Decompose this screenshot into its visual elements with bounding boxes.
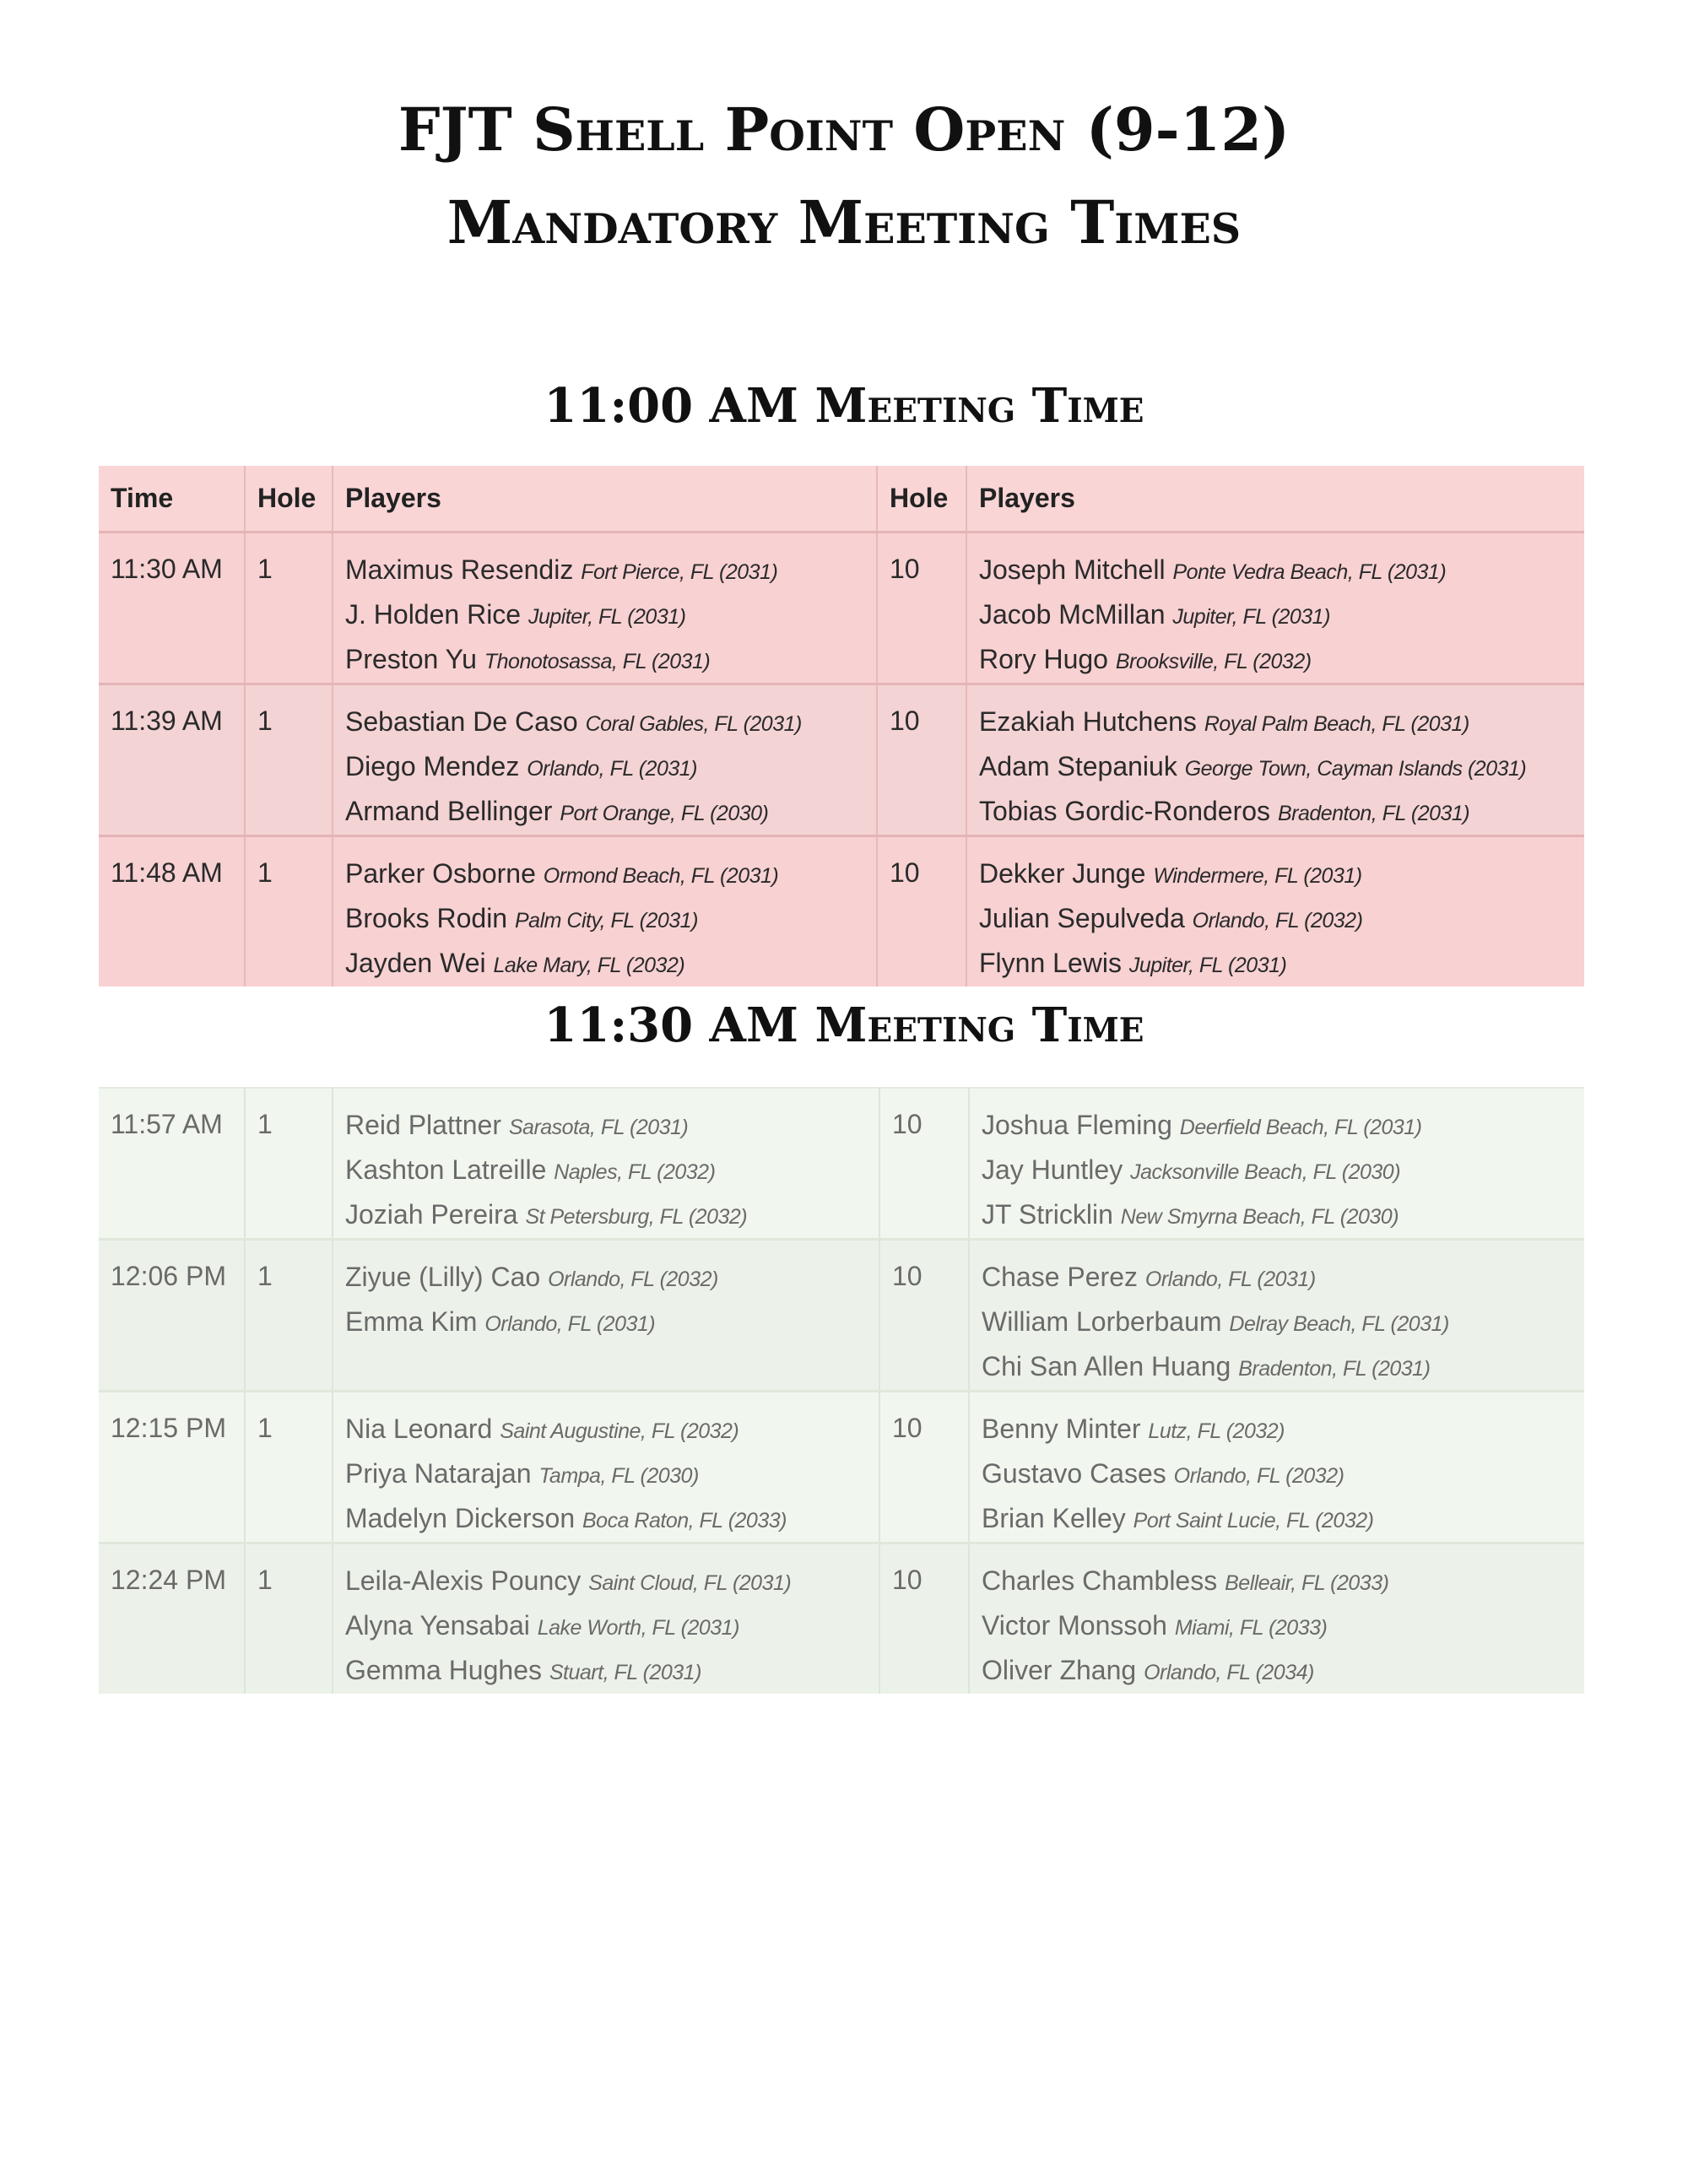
player-location: Belleair, FL (2033) — [1225, 1571, 1389, 1595]
player-location: Orlando, FL (2032) — [1192, 908, 1363, 933]
player-location: Jupiter, FL (2031) — [1172, 604, 1330, 629]
player-location: Ponte Vedra Beach, FL (2031) — [1172, 560, 1447, 584]
tee-times-body — [99, 532, 1584, 987]
player-location: Boca Raton, FL (2033) — [582, 1509, 787, 1533]
players-group — [333, 532, 877, 684]
player-name: Gemma Hughes — [345, 1655, 542, 1685]
header-time: Time — [99, 466, 245, 532]
players-group — [333, 684, 877, 835]
players-group — [333, 1088, 879, 1240]
player-name: Tobias Gordic-Ronderos — [979, 795, 1271, 826]
player-entry — [345, 897, 876, 942]
player-name: Ziyue (Lilly) Cao — [345, 1262, 541, 1292]
player-name: Julian Sepulveda — [979, 902, 1185, 933]
tee-time: 11:39 AM — [99, 684, 245, 835]
player-entry — [982, 1604, 1584, 1649]
player-entry — [982, 1452, 1584, 1497]
players-group — [969, 1543, 1584, 1695]
hole-number: 10 — [877, 835, 966, 987]
player-name: Flynn Lewis — [979, 947, 1122, 978]
player-location: Port Saint Lucie, FL (2032) — [1133, 1509, 1374, 1533]
player-location: Windermere, FL (2031) — [1153, 863, 1362, 888]
players-group — [969, 1240, 1584, 1392]
player-name: Adam Stepaniuk — [979, 750, 1177, 781]
player-location: Deerfield Beach, FL (2031) — [1179, 1116, 1422, 1139]
player-name: Victor Monssoh — [982, 1610, 1167, 1641]
players-group — [966, 835, 1584, 987]
player-name: Kashton Latreille — [345, 1154, 547, 1185]
player-name: Brooks Rodin — [345, 902, 508, 933]
player-entry — [979, 700, 1584, 745]
player-location: Jupiter, FL (2031) — [1128, 953, 1287, 977]
tee-times-body — [99, 1088, 1584, 1694]
player-entry — [979, 745, 1584, 790]
player-location: Ormond Beach, FL (2031) — [543, 863, 779, 888]
players-group — [333, 1240, 879, 1392]
player-entry — [345, 1256, 879, 1300]
player-name: Parker Osborne — [345, 857, 536, 889]
player-name: Joseph Mitchell — [979, 554, 1166, 585]
player-name: Dekker Junge — [979, 857, 1146, 889]
player-entry — [345, 942, 876, 987]
player-location: Jupiter, FL (2031) — [528, 604, 686, 629]
page-subtitle: Mandatory Meeting Times — [446, 187, 1242, 257]
player-entry — [345, 790, 876, 835]
player-name: Joshua Fleming — [982, 1110, 1172, 1140]
player-entry — [982, 1193, 1584, 1238]
hole-number: 1 — [245, 1543, 333, 1695]
table-row — [99, 1240, 1584, 1392]
player-location: St Petersburg, FL (2032) — [525, 1205, 748, 1229]
tee-times-table — [99, 1087, 1584, 1694]
table-header-row — [99, 466, 1584, 532]
hole-number: 1 — [245, 532, 333, 684]
player-entry — [345, 1149, 879, 1193]
player-location: Orlando, FL (2031) — [484, 1312, 656, 1336]
player-location: Port Orange, FL (2030) — [560, 801, 769, 825]
player-entry — [345, 1497, 879, 1542]
tee-time: 11:48 AM — [99, 835, 245, 987]
player-name: Nia Leonard — [345, 1414, 493, 1444]
player-name: Gustavo Cases — [982, 1458, 1166, 1489]
player-location: Brooksville, FL (2032) — [1115, 649, 1312, 673]
player-entry — [345, 745, 876, 790]
player-location: Orlando, FL (2032) — [1173, 1464, 1344, 1488]
player-name: Jayden Wei — [345, 947, 486, 978]
player-entry — [345, 1560, 879, 1604]
tee-time: 12:24 PM — [99, 1543, 245, 1695]
player-name: Joziah Pereira — [345, 1199, 518, 1230]
hole-number: 10 — [879, 1392, 969, 1543]
player-name: Ezakiah Hutchens — [979, 705, 1197, 737]
player-name: Armand Bellinger — [345, 795, 553, 826]
tee-times-table — [99, 466, 1584, 987]
player-location: Orlando, FL (2032) — [548, 1268, 718, 1291]
players-group — [969, 1088, 1584, 1240]
player-name: Jay Huntley — [982, 1154, 1123, 1185]
player-entry — [979, 942, 1584, 987]
players-group — [966, 684, 1584, 835]
player-name: Jacob McMillan — [979, 598, 1166, 630]
player-name: Alyna Yensabai — [345, 1610, 530, 1641]
player-location: Royal Palm Beach, FL (2031) — [1204, 711, 1469, 736]
table-row — [99, 1392, 1584, 1543]
player-name: Sebastian De Caso — [345, 705, 578, 737]
page-title: FJT Shell Point Open (9-12) — [398, 95, 1290, 165]
players-group — [966, 532, 1584, 684]
player-location: Bradenton, FL (2031) — [1277, 801, 1470, 825]
player-entry — [979, 852, 1584, 897]
player-entry — [345, 1649, 879, 1694]
player-location: Naples, FL (2032) — [554, 1160, 716, 1184]
player-location: Bradenton, FL (2031) — [1238, 1357, 1431, 1381]
players-group — [969, 1392, 1584, 1543]
hole-number: 10 — [877, 684, 966, 835]
player-location: Miami, FL (2033) — [1174, 1616, 1328, 1640]
player-name: Oliver Zhang — [982, 1655, 1137, 1685]
player-location: Lake Mary, FL (2032) — [493, 953, 685, 977]
player-entry — [345, 1604, 879, 1649]
player-name: Preston Yu — [345, 643, 477, 674]
player-entry — [345, 852, 876, 897]
player-entry — [979, 897, 1584, 942]
player-name: Emma Kim — [345, 1306, 478, 1337]
player-entry — [345, 700, 876, 745]
hole-number: 1 — [245, 1392, 333, 1543]
table-row — [99, 684, 1584, 835]
player-location: New Smyrna Beach, FL (2030) — [1120, 1205, 1399, 1229]
hole-number: 1 — [245, 1088, 333, 1240]
player-entry — [345, 1104, 879, 1149]
player-entry — [345, 1300, 879, 1345]
player-name: Priya Natarajan — [345, 1458, 532, 1489]
header-players: Players — [333, 466, 877, 532]
tee-time: 11:57 AM — [99, 1088, 245, 1240]
player-entry — [982, 1149, 1584, 1193]
player-entry — [979, 638, 1584, 683]
player-entry — [979, 790, 1584, 835]
player-location: Fort Pierce, FL (2031) — [581, 560, 778, 584]
player-name: Diego Mendez — [345, 750, 520, 781]
section-title: 11:30 AM Meeting Time — [544, 997, 1144, 1053]
player-location: Stuart, FL (2031) — [549, 1661, 701, 1684]
player-entry — [345, 549, 876, 593]
player-location: Delray Beach, FL (2031) — [1229, 1312, 1449, 1336]
player-location: Jacksonville Beach, FL (2030) — [1130, 1160, 1401, 1184]
player-entry — [979, 593, 1584, 638]
player-entry — [982, 1560, 1584, 1604]
player-location: Coral Gables, FL (2031) — [585, 711, 802, 736]
player-name: Chi San Allen Huang — [982, 1351, 1231, 1381]
player-location: Thonotosassa, FL (2031) — [484, 649, 711, 673]
hole-number: 10 — [879, 1240, 969, 1392]
table-row — [99, 1088, 1584, 1240]
player-entry — [982, 1649, 1584, 1694]
player-name: Leila-Alexis Pouncy — [345, 1565, 582, 1596]
player-entry — [345, 593, 876, 638]
player-entry — [979, 549, 1584, 593]
player-name: Benny Minter — [982, 1414, 1141, 1444]
player-location: George Town, Cayman Islands (2031) — [1184, 756, 1527, 781]
player-name: William Lorberbaum — [982, 1306, 1222, 1337]
player-location: Palm City, FL (2031) — [514, 908, 698, 933]
player-name: J. Holden Rice — [345, 598, 522, 630]
hole-number: 10 — [879, 1543, 969, 1695]
header-players: Players — [979, 482, 1075, 513]
player-name: JT Stricklin — [982, 1199, 1113, 1230]
table-row — [99, 1543, 1584, 1695]
player-entry — [982, 1104, 1584, 1149]
player-entry — [982, 1497, 1584, 1542]
hole-number: 10 — [879, 1088, 969, 1240]
player-location: Lutz, FL (2032) — [1148, 1419, 1285, 1443]
player-entry — [345, 1408, 879, 1452]
player-entry — [982, 1256, 1584, 1300]
player-name: Rory Hugo — [979, 643, 1108, 674]
table-row — [99, 532, 1584, 684]
tee-time: 11:30 AM — [99, 532, 245, 684]
player-location: Tampa, FL (2030) — [538, 1464, 699, 1488]
hole-number: 1 — [245, 1240, 333, 1392]
player-entry — [345, 638, 876, 683]
hole-number: 1 — [245, 684, 333, 835]
player-name: Charles Chambless — [982, 1565, 1218, 1596]
header-hole: Hole — [245, 466, 333, 532]
player-name: Reid Plattner — [345, 1110, 501, 1140]
header-hole: Hole — [877, 466, 966, 532]
players-group — [333, 835, 877, 987]
tee-time: 12:06 PM — [99, 1240, 245, 1392]
player-name: Chase Perez — [982, 1262, 1138, 1292]
table-row — [99, 835, 1584, 987]
player-name: Madelyn Dickerson — [345, 1503, 576, 1533]
player-location: Saint Augustine, FL (2032) — [500, 1419, 739, 1443]
players-group — [333, 1392, 879, 1543]
player-name: Brian Kelley — [982, 1503, 1126, 1533]
player-location: Orlando, FL (2031) — [1144, 1268, 1316, 1291]
player-location: Sarasota, FL (2031) — [508, 1116, 689, 1139]
player-name: Maximus Resendiz — [345, 554, 574, 585]
hole-number: 1 — [245, 835, 333, 987]
player-entry — [982, 1345, 1584, 1390]
player-entry — [345, 1193, 879, 1238]
players-group — [333, 1543, 879, 1695]
player-location: Lake Worth, FL (2031) — [537, 1616, 739, 1640]
hole-number: 10 — [877, 532, 966, 684]
player-entry — [982, 1408, 1584, 1452]
player-entry — [982, 1300, 1584, 1345]
section-title: 11:00 AM Meeting Time — [544, 378, 1144, 434]
player-location: Saint Cloud, FL (2031) — [588, 1571, 792, 1595]
player-location: Orlando, FL (2034) — [1144, 1661, 1314, 1684]
player-entry — [345, 1452, 879, 1497]
player-location: Orlando, FL (2031) — [527, 756, 698, 781]
tee-time: 12:15 PM — [99, 1392, 245, 1543]
